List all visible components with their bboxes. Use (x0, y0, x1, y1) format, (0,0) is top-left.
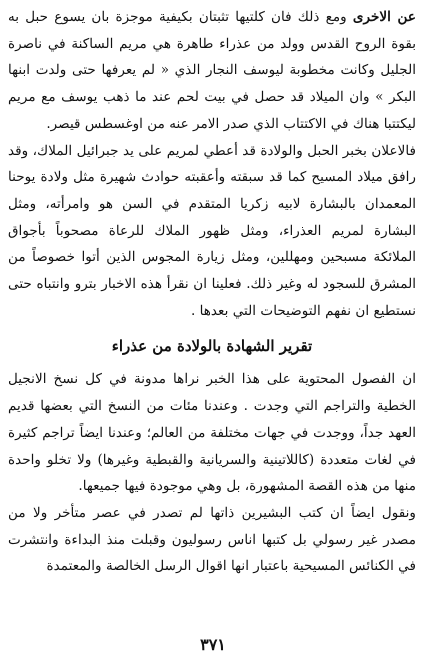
lead-phrase: عن الاخرى (352, 9, 417, 25)
page-number: ٣٧١ (200, 635, 226, 654)
paragraph-4: ونقول ايضاً ان كتب البشيرين ذاتها لم تصدر في عصر متأخر ولا من مصدر غير رسولي بل كتبها اناس رسوليون وقبلت منذ البداءة وانتشرت في الكنائس المسيحية باعتبار انها اقوال الرسل الخالصة والمعتمدة (8, 504, 416, 575)
paragraph-body (8, 366, 416, 580)
paragraph-1 (8, 4, 416, 138)
paragraph-3: ان الفصول المحتوية على هذا الخبر نراها مدونة في كل نسخ الانجيل الخطية والتراجم التي وجدت . وعندنا مئات من النسخ التي بعضها قديم العهد جداً، ووجدت في جهات مختلفة من العالم؛ وعندنا ايضاً تراجم كثيرة في لغات متعددة (كاللاتينية والسريانية والقبطية وغيرها) ولا تخلو واحدة منها من هذه القصة المشهورة، بل وهي موجودة فيها جميعها. (8, 371, 416, 495)
section-heading: تقرير الشهادة بالولادة من عذراء (111, 337, 313, 356)
paragraph-1-text: ومع ذلك فان كلتيها تثبتان بكيفية موجزة بان يسوع حبل به بقوة الروح القدس وولد من عذراء طاهرة هي مريم الساكنة في ناصرة الجليل وكانت مخطوبة ليوسف النجار الذي « لم يعرفها حتى ولدت ابنها البكر » وان الميلاد قد حصل في بيت لحم عند ما ذهب يوسف مع مريم ليكتتبا هناك في الاكتتاب الذي صدر الامر عنه من اوغسطس قيصر. (8, 9, 416, 132)
paragraph-2: فالاعلان بخبر الحبل والولادة قد أعطي لمريم على يد جبرائيل الملاك، وقد رافق ميلاد المسيح كما قد سبقته وأعقبته حوادث شهيرة مثل ولادة يوحنا المعمدان بالبشارة لابيه زكريا المتقدم في السن هو وامرأته، ومثل البشارة لمريم العذراء، ومثل ظهور الملاك للرعاة مصحوباً بأجواق الملائكة مسبحين ومهللين، ومثل زيارة المجوس الذين أتوا خصوصاً من المشرق للسجود له وغير ذلك. فعلينا ان نقرأ هذه الاخبار بترو وانتباه حتى نستطيع ان نفهم التوضيحات التي بعدها . (8, 142, 416, 319)
paragraph-intro (8, 4, 416, 324)
